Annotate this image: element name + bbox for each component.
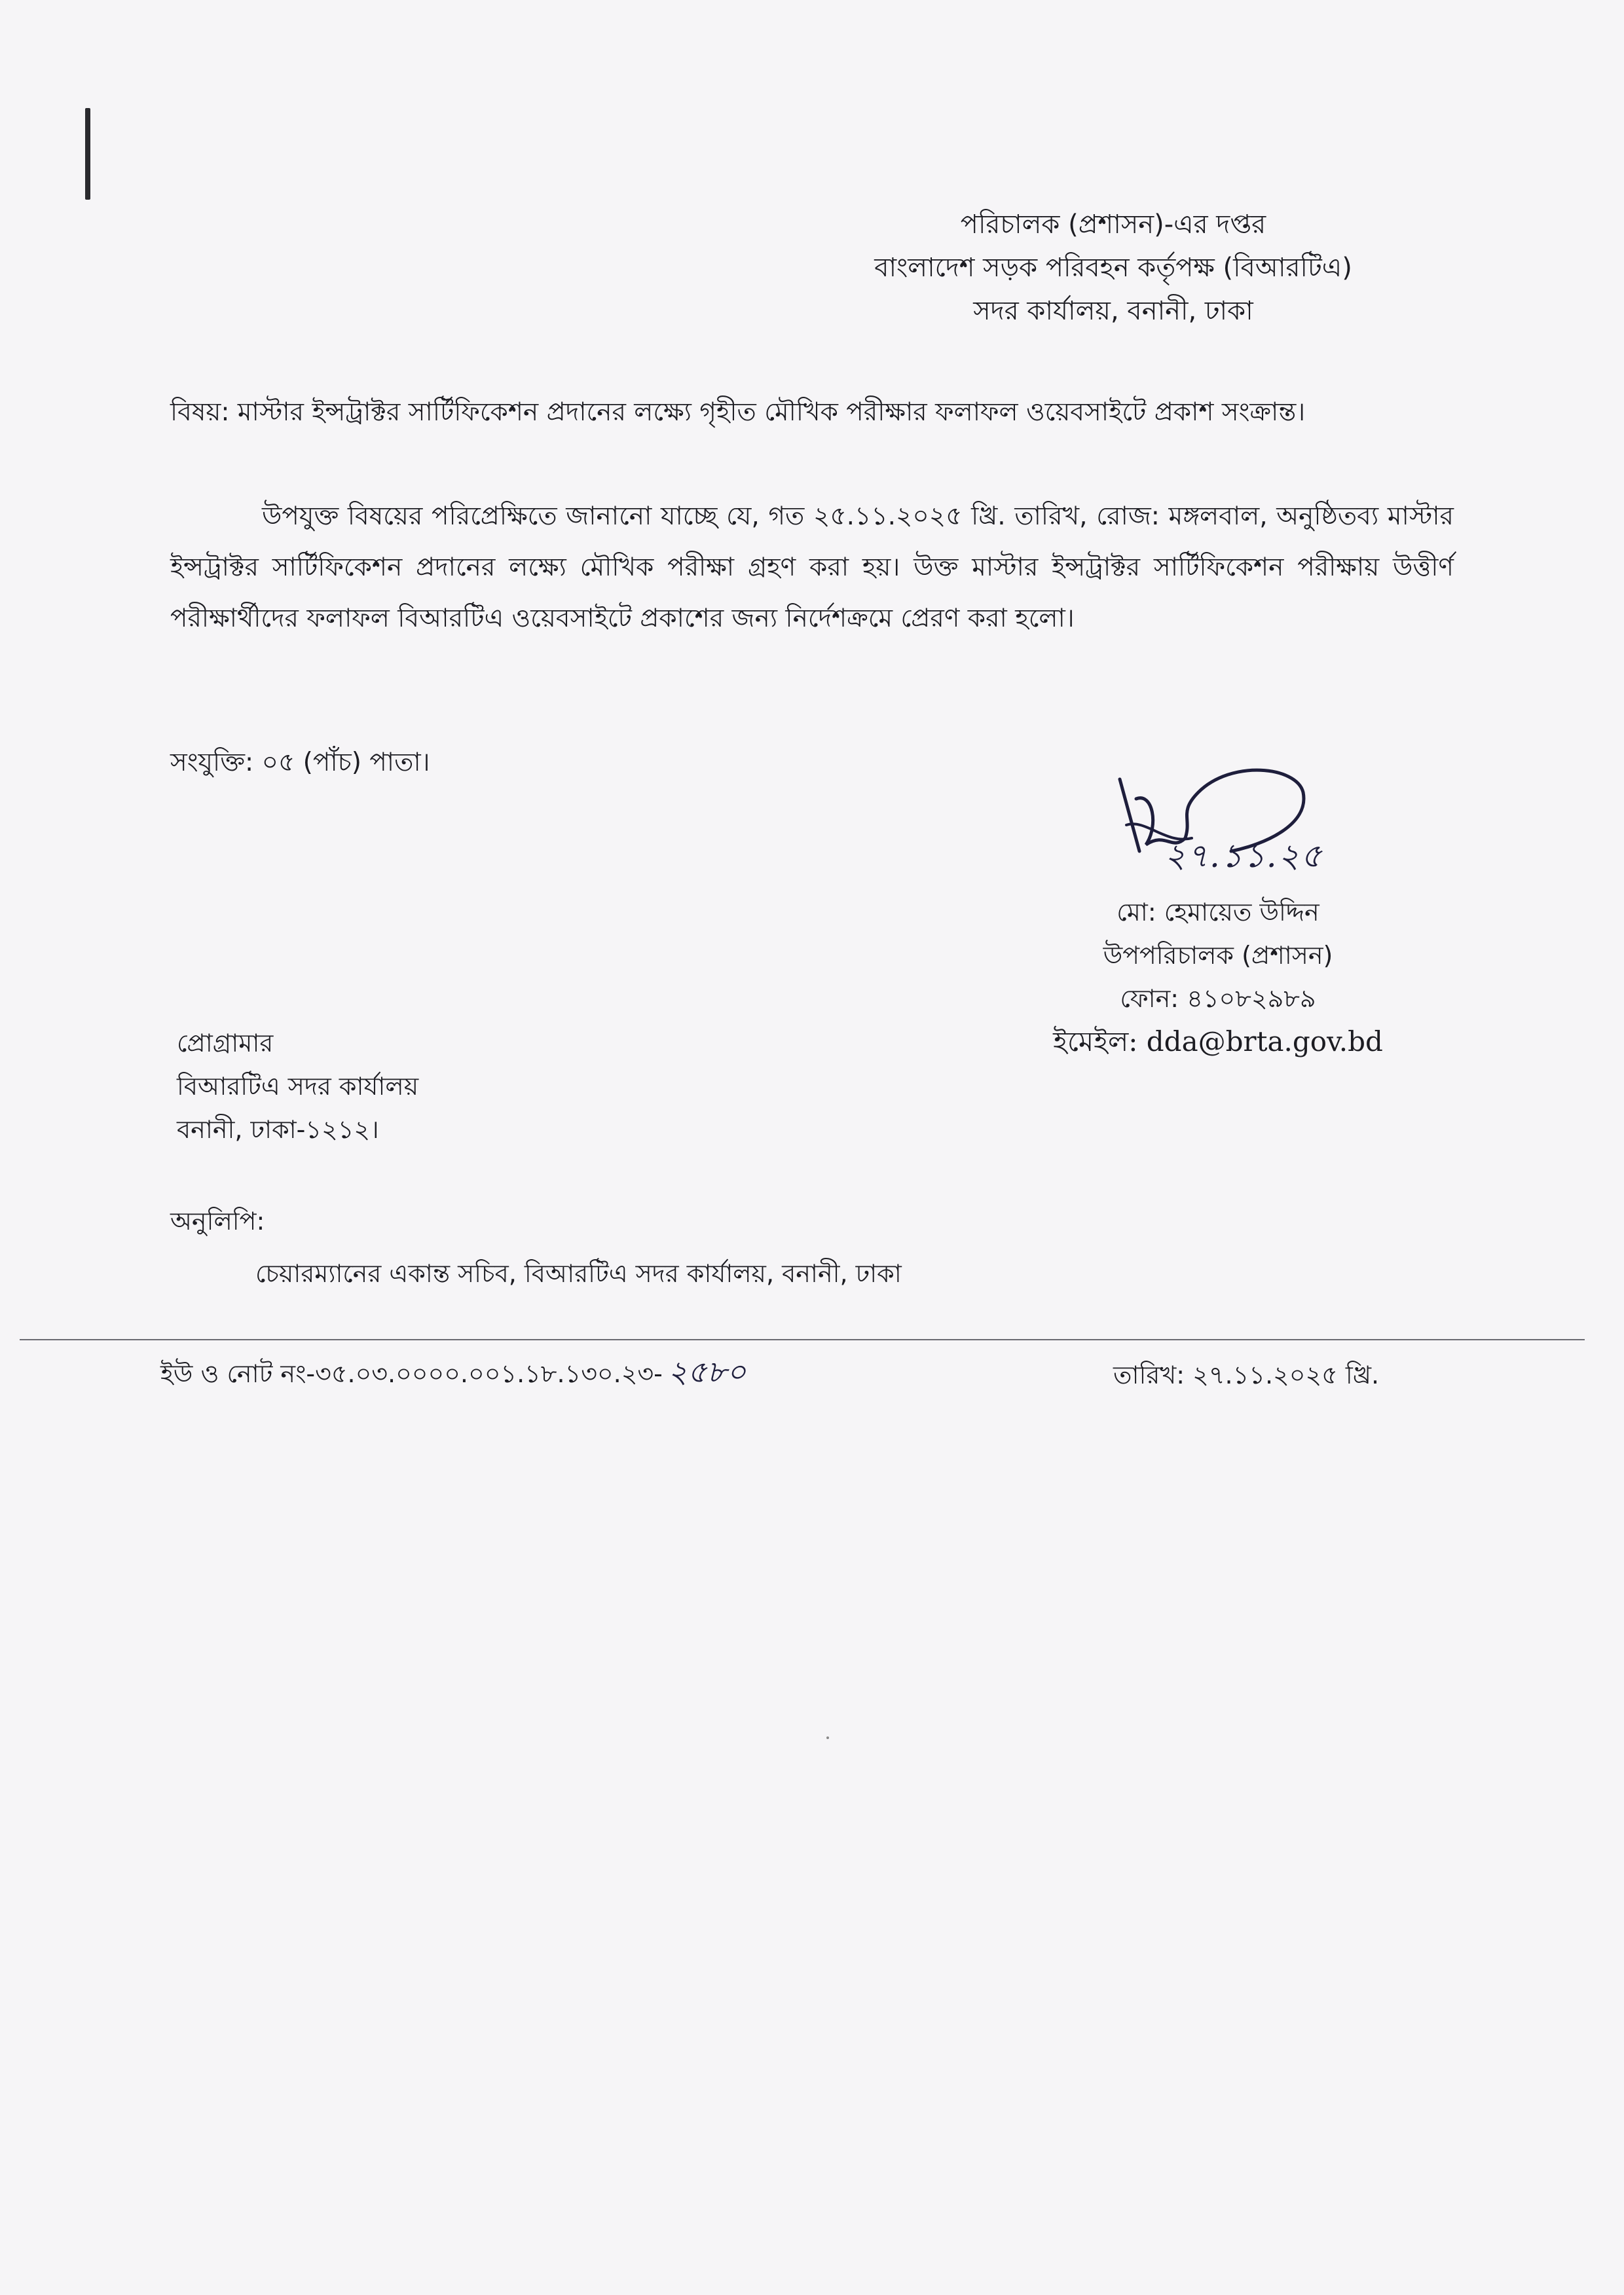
scan-mark — [85, 108, 90, 200]
header-line-3: সদর কার্যালয়, বনানী, ঢাকা — [973, 296, 1253, 326]
signatory-name: মো: হেমায়েত উদ্দিন — [1116, 898, 1320, 927]
cc-label: অনুলিপি: — [170, 1207, 265, 1236]
divider-line — [20, 1339, 1585, 1340]
recipient-line-2: বিআরটিএ সদর কার্যালয় — [177, 1072, 419, 1101]
reference-prefix: ইউ ও নোট নং-৩৫.০৩.০০০০.০০১.১৮.১৩০.২৩- — [160, 1359, 663, 1388]
cc-item: চেয়ারম্যানের একান্ত সচিব, বিআরটিএ সদর কার্যালয়, বনানী, ঢাকা — [255, 1259, 902, 1288]
recipient-block — [177, 1021, 418, 1151]
header-line-1: পরিচালক (প্রশাসন)-এর দপ্তর — [960, 210, 1266, 240]
reference-handwritten: ২৫৮০ — [667, 1354, 747, 1389]
attachment-note: সংযুক্তি: ০৫ (পাঁচ) পাতা। — [170, 748, 430, 777]
header-line-2: বাংলাদেশ সড়ক পরিবহন কর্তৃপক্ষ (বিআরটিএ) — [874, 253, 1352, 283]
signatory-designation: উপপরিচালক (প্রশাসন) — [1103, 941, 1333, 970]
scan-speck — [826, 1736, 829, 1739]
footer-date: তারিখ: ২৭.১১.২০২৫ খ্রি. — [1113, 1361, 1380, 1389]
recipient-line-1: প্রোগ্রামার — [177, 1029, 274, 1057]
signatory-phone: ফোন: ৪১০৮২৯৮৯ — [1120, 984, 1316, 1013]
office-header — [786, 203, 1441, 333]
subject-line: বিষয়: মাস্টার ইন্সট্রাক্টর সার্টিফিকেশন প্রদানের লক্ষ্যে গৃহীত মৌখিক পরীক্ষার ফলাফল ওয়েবসাইটে প্রকাশ সংক্রান্ত। — [170, 397, 1306, 427]
reference-number — [160, 1352, 746, 1393]
recipient-line-3: বনানী, ঢাকা-১২১২। — [177, 1115, 379, 1144]
signatory-email: ইমেইল: dda@brta.gov.bd — [1053, 1025, 1383, 1057]
signature-date: ২৭.১১.২৫ — [1164, 837, 1323, 875]
body-paragraph: উপযুক্ত বিষয়ের পরিপ্রেক্ষিতে জানানো যাচ্ছে যে, গত ২৫.১১.২০২৫ খ্রি. তারিখ, রোজ: মঙ্গলবাল, অনুষ্ঠিতব্য মাস্টার ইন্সট্রাক্টর সার্টিফিকেশন প্রদানের লক্ষ্যে মৌখিক পরীক্ষা গ্রহণ করা হয়। উক্ত মাস্টার ইন্সট্রাক্টর সার্টিফিকেশন পরীক্ষায় উত্তীর্ণ পরীক্ষার্থীদের ফলাফল বিআরটিএ ওয়েবসাইটে প্রকাশের জন্য নির্দেশক্রমে প্রেরণ করা হলো। — [170, 502, 1454, 633]
signatory-block — [995, 890, 1441, 1063]
